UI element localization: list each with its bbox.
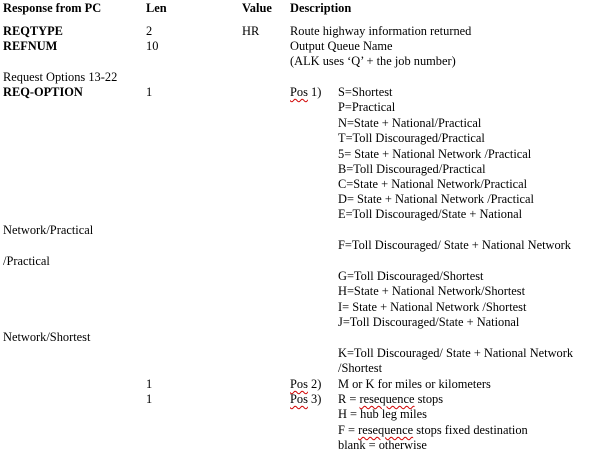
option-item: H=State + National Network/Shortest <box>338 284 526 298</box>
option-item-continuation: /Practical <box>3 254 50 268</box>
header-value: Value <box>242 1 272 15</box>
pos3-h-option: H = hub leg miles <box>338 407 427 421</box>
option-item: G=Toll Discouraged/Shortest <box>338 269 484 283</box>
pos3-blank-option: blank = otherwise <box>338 438 427 452</box>
option-item: P=Practical <box>338 100 396 114</box>
reqtype-value: HR <box>242 24 260 38</box>
pos2-text: M or K for miles or kilometers <box>338 377 491 391</box>
req-option-pos1 <box>290 85 321 100</box>
pos1-suffix: 1) <box>307 85 322 99</box>
option-item: S=Shortest <box>338 85 393 99</box>
pos1-word: Pos <box>290 85 308 99</box>
pos2-label <box>290 377 321 392</box>
option-item: 5= State + National Network /Practical <box>338 147 532 161</box>
option-item: I= State + National Network /Shortest <box>338 300 527 314</box>
f-suffix: stops fixed destination <box>413 423 528 437</box>
r-suffix: stops <box>414 392 444 406</box>
option-item: K=Toll Discouraged/ State + National Network <box>338 346 574 360</box>
pos2-len: 1 <box>146 377 153 391</box>
option-item: N=State + National/Practical <box>338 116 482 130</box>
option-item: F=Toll Discouraged/ State + National Network <box>338 238 571 252</box>
req-option-len: 1 <box>146 85 153 99</box>
option-item: B=Toll Discouraged/Practical <box>338 162 486 176</box>
option-item: T=Toll Discouraged/Practical <box>338 131 485 145</box>
refnum-note: (ALK uses ‘Q’ + the job number) <box>290 54 456 68</box>
pos2-suffix: 2) <box>307 377 322 391</box>
header-len: Len <box>146 1 167 15</box>
field-refnum: REFNUM <box>3 39 58 53</box>
option-item-continuation: Network/Shortest <box>3 330 91 344</box>
pos2-word: Pos <box>290 377 308 391</box>
pos3-len: 1 <box>146 392 153 406</box>
option-item-continuation: Network/Practical <box>3 223 94 237</box>
reqtype-description: Route highway information returned <box>290 24 472 38</box>
pos3-label <box>290 392 321 407</box>
pos3-f-option <box>338 423 528 438</box>
option-item: /Shortest <box>338 361 383 375</box>
refnum-len: 10 <box>146 39 159 53</box>
reqtype-len: 2 <box>146 24 153 38</box>
option-item: J=Toll Discouraged/State + National <box>338 315 520 329</box>
pos3-r-option <box>338 392 443 407</box>
option-item: C=State + National Network/Practical <box>338 177 528 191</box>
pos3-word: Pos <box>290 392 308 406</box>
refnum-description: Output Queue Name <box>290 39 393 53</box>
option-item: E=Toll Discouraged/State + National <box>338 207 523 221</box>
r-word: resequence <box>359 392 415 406</box>
option-item: D= State + National Network /Practical <box>338 192 534 206</box>
request-options-label: Request Options 13-22 <box>3 70 118 84</box>
r-prefix: R = <box>338 392 360 406</box>
header-response: Response from PC <box>3 1 102 15</box>
f-word: resequence <box>358 423 414 437</box>
pos3-suffix: 3) <box>307 392 322 406</box>
field-reqtype: REQTYPE <box>3 24 63 38</box>
header-description: Description <box>290 1 352 15</box>
field-req-option: REQ-OPTION <box>3 85 83 99</box>
f-prefix: F = <box>338 423 359 437</box>
